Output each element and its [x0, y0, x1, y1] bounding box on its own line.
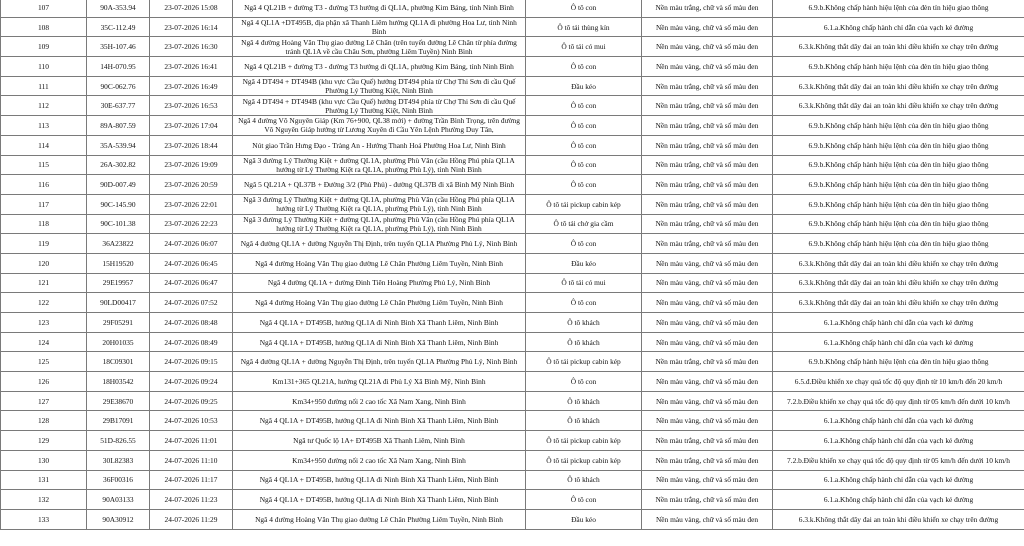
violation-time-cell: 23-07-2026 19:09: [150, 155, 233, 175]
plate-color-cell: Nền màu trắng, chữ và số màu đen: [642, 352, 773, 372]
violation-time-cell: 23-07-2026 22:01: [150, 194, 233, 214]
row-number-cell: 123: [1, 313, 87, 333]
license-plate-cell: 20H01035: [87, 332, 150, 352]
row-number-cell: 131: [1, 470, 87, 490]
vehicle-type-cell: Ô tô con: [526, 96, 642, 116]
violation-description-cell: 7.2.b.Điều khiển xe chạy quá tốc độ quy định từ 05 km/h đến dưới 10 km/h: [773, 391, 1024, 411]
violation-description-cell: 6.9.b.Không chấp hành hiệu lệnh của đèn tín hiệu giao thông: [773, 352, 1024, 372]
license-plate-cell: 51D-826.55: [87, 431, 150, 451]
table-row: [1, 352, 1024, 372]
table-row: [1, 135, 1024, 155]
row-number-cell: 107: [1, 0, 87, 17]
table-row: [1, 431, 1024, 451]
violation-description-cell: 6.3.k.Không thắt dây đai an toàn khi điều khiển xe chạy trên đường: [773, 96, 1024, 116]
row-number-cell: 127: [1, 391, 87, 411]
license-plate-cell: 18H03542: [87, 372, 150, 392]
vehicle-type-cell: Ô tô tải pickup cabin kép: [526, 450, 642, 470]
vehicle-type-cell: Đầu kéo: [526, 509, 642, 529]
table-row: [1, 17, 1024, 37]
violation-time-cell: 24-07-2026 11:10: [150, 450, 233, 470]
vehicle-type-cell: Ô tô con: [526, 175, 642, 195]
violation-location-cell: Km131+365 QL21A, hướng QL21A đi Phủ Lý Xã Bình Mỹ, Ninh Bình: [233, 372, 526, 392]
table-row: [1, 411, 1024, 431]
plate-color-cell: Nền màu vàng, chữ và số màu đen: [642, 37, 773, 57]
violation-location-cell: Ngã 4 đường QL1A + đường Nguyễn Thị Định, trên tuyến QL1A Phường Phủ Lý, Ninh Bình: [233, 234, 526, 254]
violation-description-cell: 6.3.k.Không thắt dây đai an toàn khi điều khiển xe chạy trên đường: [773, 76, 1024, 96]
violation-description-cell: 6.3.k.Không thắt dây đai an toàn khi điều khiển xe chạy trên đường: [773, 273, 1024, 293]
violation-description-cell: 6.5.đ.Điều khiển xe chạy quá tốc độ quy định từ 10 km/h đến 20 km/h: [773, 372, 1024, 392]
vehicle-type-cell: Ô tô tải pickup cabin kép: [526, 194, 642, 214]
plate-color-cell: Nền màu trắng, chữ và số màu đen: [642, 214, 773, 234]
license-plate-cell: 89A-807.59: [87, 116, 150, 136]
violation-description-cell: 6.9.b.Không chấp hành hiệu lệnh của đèn tín hiệu giao thông: [773, 234, 1024, 254]
vehicle-type-cell: Ô tô khách: [526, 391, 642, 411]
license-plate-cell: 90C-062.76: [87, 76, 150, 96]
violation-time-cell: 24-07-2026 11:23: [150, 490, 233, 510]
plate-color-cell: Nền màu trắng, chữ và số màu đen: [642, 194, 773, 214]
violation-time-cell: 23-07-2026 15:08: [150, 0, 233, 17]
row-number-cell: 117: [1, 194, 87, 214]
table-row: [1, 194, 1024, 214]
row-number-cell: 133: [1, 509, 87, 529]
violation-time-cell: 23-07-2026 16:53: [150, 96, 233, 116]
table-row: [1, 313, 1024, 333]
vehicle-type-cell: Đầu kéo: [526, 253, 642, 273]
violation-description-cell: 6.3.k.Không thắt dây đai an toàn khi điều khiển xe chạy trên đường: [773, 509, 1024, 529]
license-plate-cell: 18C09301: [87, 352, 150, 372]
violation-location-cell: Ngã 4 DT494 + DT494B (khu vực Cầu Quế) hướng DT494 phía từ Chợ Thi Sơn đi cầu Quế Phường Lý Thường Kiệt, Ninh Bình: [233, 96, 526, 116]
violations-table-body: [1, 0, 1024, 529]
violation-location-cell: Km34+950 đường nối 2 cao tốc Xã Nam Xang, Ninh Bình: [233, 450, 526, 470]
violation-time-cell: 24-07-2026 08:48: [150, 313, 233, 333]
license-plate-cell: 35A-539.94: [87, 135, 150, 155]
violation-location-cell: Ngã 4 QL1A + DT495B, hướng QL1A đi Ninh Bình Xã Thanh Liêm, Ninh Bình: [233, 313, 526, 333]
table-row: [1, 470, 1024, 490]
violation-description-cell: 6.3.k.Không thắt dây đai an toàn khi điều khiển xe chạy trên đường: [773, 293, 1024, 313]
row-number-cell: 124: [1, 332, 87, 352]
plate-color-cell: Nền màu vàng, chữ và số màu đen: [642, 411, 773, 431]
row-number-cell: 132: [1, 490, 87, 510]
violation-time-cell: 23-07-2026 16:30: [150, 37, 233, 57]
license-plate-cell: 90A30912: [87, 509, 150, 529]
violation-description-cell: 6.9.b.Không chấp hành hiệu lệnh của đèn tín hiệu giao thông: [773, 214, 1024, 234]
plate-color-cell: Nền màu trắng, chữ và số màu đen: [642, 116, 773, 136]
vehicle-type-cell: Ô tô con: [526, 0, 642, 17]
vehicle-type-cell: Ô tô tải chở gia cầm: [526, 214, 642, 234]
vehicle-type-cell: Ô tô con: [526, 490, 642, 510]
license-plate-cell: 90D-007.49: [87, 175, 150, 195]
table-row: [1, 293, 1024, 313]
violation-time-cell: 24-07-2026 09:24: [150, 372, 233, 392]
row-number-cell: 109: [1, 37, 87, 57]
license-plate-cell: 29E38670: [87, 391, 150, 411]
row-number-cell: 121: [1, 273, 87, 293]
license-plate-cell: 90A03133: [87, 490, 150, 510]
table-row: [1, 37, 1024, 57]
row-number-cell: 114: [1, 135, 87, 155]
violation-location-cell: Ngã 4 QL1A + DT495B, hướng QL1A đi Ninh Bình Xã Thanh Liêm, Ninh Bình: [233, 490, 526, 510]
table-row: [1, 116, 1024, 136]
plate-color-cell: Nền màu vàng, chữ và số màu đen: [642, 509, 773, 529]
violation-time-cell: 24-07-2026 09:25: [150, 391, 233, 411]
license-plate-cell: 35C-112.49: [87, 17, 150, 37]
plate-color-cell: Nền màu vàng, chữ và số màu đen: [642, 273, 773, 293]
violation-description-cell: 6.9.b.Không chấp hành hiệu lệnh của đèn tín hiệu giao thông: [773, 0, 1024, 17]
plate-color-cell: Nền màu vàng, chữ và số màu đen: [642, 17, 773, 37]
table-row: [1, 57, 1024, 77]
violation-description-cell: 6.3.k.Không thắt dây đai an toàn khi điều khiển xe chạy trên đường: [773, 253, 1024, 273]
violation-time-cell: 24-07-2026 11:29: [150, 509, 233, 529]
row-number-cell: 126: [1, 372, 87, 392]
plate-color-cell: Nền màu trắng, chữ và số màu đen: [642, 76, 773, 96]
violation-location-cell: Ngã 4 đường Hoàng Văn Thụ giao đường Lê Chân Phường Liêm Tuyền, Ninh Bình: [233, 293, 526, 313]
license-plate-cell: 90A-353.94: [87, 0, 150, 17]
violation-location-cell: Ngã 3 đường Lý Thường Kiệt + đường QL1A, phường Phù Vân (cầu Hồng Phú phía QL1A hướng từ Lý Thường Kiệt ra QL1A, phường Phù Lý), tỉnh Ninh Bình: [233, 194, 526, 214]
violation-description-cell: 6.9.b.Không chấp hành hiệu lệnh của đèn tín hiệu giao thông: [773, 135, 1024, 155]
row-number-cell: 115: [1, 155, 87, 175]
violation-location-cell: Ngã 4 đường Hoàng Văn Thụ giao đường Lê Chân (trên tuyến đường Lê Chân từ phía đường tránh QL1A về cầu Châu Sơn, phường Liêm Tuyền) Ninh Bình: [233, 37, 526, 57]
plate-color-cell: Nền màu trắng, chữ và số màu đen: [642, 431, 773, 451]
violation-location-cell: Ngã 4 đường QL1A + đường Đinh Tiên Hoàng Phường Phủ Lý, Ninh Bình: [233, 273, 526, 293]
table-row: [1, 332, 1024, 352]
violation-description-cell: 6.9.b.Không chấp hành hiệu lệnh của đèn tín hiệu giao thông: [773, 116, 1024, 136]
plate-color-cell: Nền màu trắng, chữ và số màu đen: [642, 175, 773, 195]
violation-description-cell: 6.9.b.Không chấp hành hiệu lệnh của đèn tín hiệu giao thông: [773, 175, 1024, 195]
license-plate-cell: 30L82383: [87, 450, 150, 470]
violation-location-cell: Ngã 4 đường QL1A + đường Nguyễn Thị Định, trên tuyến QL1A Phường Phủ Lý, Ninh Bình: [233, 352, 526, 372]
plate-color-cell: Nền màu vàng, chữ và số màu đen: [642, 391, 773, 411]
license-plate-cell: 35H-107.46: [87, 37, 150, 57]
table-row: [1, 273, 1024, 293]
vehicle-type-cell: Ô tô tải pickup cabin kép: [526, 352, 642, 372]
table-row: [1, 214, 1024, 234]
violation-time-cell: 24-07-2026 06:47: [150, 273, 233, 293]
plate-color-cell: Nền màu vàng, chữ và số màu đen: [642, 470, 773, 490]
vehicle-type-cell: Ô tô con: [526, 155, 642, 175]
violation-location-cell: Ngã 3 đường Lý Thường Kiệt + đường QL1A, phường Phù Vân (cầu Hồng Phú phía QL1A hướng từ Lý Thường Kiệt ra QL1A, phường Phù Lý), tỉnh Ninh Bình: [233, 155, 526, 175]
vehicle-type-cell: Đầu kéo: [526, 76, 642, 96]
violation-description-cell: 7.2.b.Điều khiển xe chạy quá tốc độ quy định từ 05 km/h đến dưới 10 km/h: [773, 450, 1024, 470]
violation-time-cell: 24-07-2026 06:07: [150, 234, 233, 254]
table-row: [1, 96, 1024, 116]
plate-color-cell: Nền màu trắng, chữ và số màu đen: [642, 234, 773, 254]
license-plate-cell: 15H19520: [87, 253, 150, 273]
row-number-cell: 130: [1, 450, 87, 470]
row-number-cell: 111: [1, 76, 87, 96]
vehicle-type-cell: Ô tô con: [526, 57, 642, 77]
license-plate-cell: 26A-302.82: [87, 155, 150, 175]
vehicle-type-cell: Ô tô con: [526, 135, 642, 155]
violation-time-cell: 23-07-2026 16:49: [150, 76, 233, 96]
violation-time-cell: 23-07-2026 20:59: [150, 175, 233, 195]
table-row: [1, 372, 1024, 392]
vehicle-type-cell: Ô tô con: [526, 372, 642, 392]
license-plate-cell: 90LD00417: [87, 293, 150, 313]
plate-color-cell: Nền màu vàng, chữ và số màu đen: [642, 372, 773, 392]
vehicle-type-cell: Ô tô con: [526, 234, 642, 254]
license-plate-cell: 36F00316: [87, 470, 150, 490]
violation-time-cell: 23-07-2026 18:44: [150, 135, 233, 155]
table-row: [1, 253, 1024, 273]
plate-color-cell: Nền màu trắng, chữ và số màu đen: [642, 450, 773, 470]
vehicle-type-cell: Ô tô con: [526, 293, 642, 313]
violation-location-cell: Ngã 5 QL21A + QL37B + Đường 3/2 (Phủ Phủ) - đường QL37B đi xã Bình Mỹ Ninh Bình: [233, 175, 526, 195]
violation-location-cell: Ngã 4 QL1A +DT495B, địa phận xã Thanh Liêm hướng QL1A đi phường Hoa Lư, tỉnh Ninh Bình: [233, 17, 526, 37]
violation-description-cell: 6.9.b.Không chấp hành hiệu lệnh của đèn tín hiệu giao thông: [773, 57, 1024, 77]
violation-time-cell: 24-07-2026 07:52: [150, 293, 233, 313]
table-row: [1, 155, 1024, 175]
plate-color-cell: Nền màu trắng, chữ và số màu đen: [642, 96, 773, 116]
violation-location-cell: Ngã 4 đường Hoàng Văn Thụ giao đường Lê Chân Phường Liêm Tuyền, Ninh Bình: [233, 509, 526, 529]
license-plate-cell: 90C-145.90: [87, 194, 150, 214]
row-number-cell: 125: [1, 352, 87, 372]
license-plate-cell: 29E19957: [87, 273, 150, 293]
row-number-cell: 116: [1, 175, 87, 195]
violation-description-cell: 6.9.b.Không chấp hành hiệu lệnh của đèn tín hiệu giao thông: [773, 194, 1024, 214]
row-number-cell: 129: [1, 431, 87, 451]
violation-description-cell: 6.9.b.Không chấp hành hiệu lệnh của đèn tín hiệu giao thông: [773, 155, 1024, 175]
violation-description-cell: 6.1.a.Không chấp hành chỉ dẫn của vạch kẻ đường: [773, 431, 1024, 451]
vehicle-type-cell: Ô tô khách: [526, 313, 642, 333]
violation-location-cell: Ngã 4 QL21B + đường T3 - đường T3 hướng đi QL1A, phường Kim Bảng, tỉnh Ninh Bình: [233, 0, 526, 17]
vehicle-type-cell: Ô tô khách: [526, 470, 642, 490]
row-number-cell: 120: [1, 253, 87, 273]
row-number-cell: 122: [1, 293, 87, 313]
plate-color-cell: Nền màu trắng, chữ và số màu đen: [642, 0, 773, 17]
license-plate-cell: 29B17091: [87, 411, 150, 431]
violation-location-cell: Ngã 4 QL1A + DT495B, hướng QL1A đi Ninh Bình Xã Thanh Liêm, Ninh Bình: [233, 332, 526, 352]
violation-location-cell: Ngã 4 QL1A + DT495B, hướng QL1A đi Ninh Bình Xã Thanh Liêm, Ninh Bình: [233, 470, 526, 490]
violation-location-cell: Ngã 4 QL21B + đường T3 - đường T3 hướng đi QL1A, phường Kim Bảng, tỉnh Ninh Bình: [233, 57, 526, 77]
table-row: [1, 234, 1024, 254]
table-row: [1, 175, 1024, 195]
vehicle-type-cell: Ô tô tải thùng kín: [526, 17, 642, 37]
plate-color-cell: Nền màu vàng, chữ và số màu đen: [642, 332, 773, 352]
violation-time-cell: 24-07-2026 11:01: [150, 431, 233, 451]
violation-description-cell: 6.1.a.Không chấp hành chỉ dẫn của vạch kẻ đường: [773, 332, 1024, 352]
plate-color-cell: Nền màu vàng, chữ và số màu đen: [642, 57, 773, 77]
violation-location-cell: Ngã tư Quốc lộ 1A+ ĐT495B Xã Thanh Liêm, Ninh Bình: [233, 431, 526, 451]
violation-description-cell: 6.1.a.Không chấp hành chỉ dẫn của vạch kẻ đường: [773, 17, 1024, 37]
vehicle-type-cell: Ô tô tải có mui: [526, 273, 642, 293]
license-plate-cell: 30E-637.77: [87, 96, 150, 116]
row-number-cell: 119: [1, 234, 87, 254]
row-number-cell: 108: [1, 17, 87, 37]
violation-location-cell: Nút giao Trần Hưng Đạo - Tràng An - Hướng Thanh Hoá Phường Hoa Lư, Ninh Bình: [233, 135, 526, 155]
table-row: [1, 509, 1024, 529]
violation-time-cell: 23-07-2026 16:14: [150, 17, 233, 37]
vehicle-type-cell: Ô tô khách: [526, 411, 642, 431]
table-row: [1, 490, 1024, 510]
violation-time-cell: 23-07-2026 16:41: [150, 57, 233, 77]
row-number-cell: 118: [1, 214, 87, 234]
license-plate-cell: 14H-070.95: [87, 57, 150, 77]
violation-location-cell: Ngã 3 đường Lý Thường Kiệt + đường QL1A, phường Phù Vân (cầu Hồng Phú phía QL1A hướng từ Lý Thường Kiệt ra QL1A, phường Phù Lý), tỉnh Ninh Bình: [233, 214, 526, 234]
table-row: [1, 0, 1024, 17]
vehicle-type-cell: Ô tô tải pickup cabin kép: [526, 431, 642, 451]
violation-time-cell: 24-07-2026 09:15: [150, 352, 233, 372]
license-plate-cell: 36A23822: [87, 234, 150, 254]
violation-time-cell: 24-07-2026 08:49: [150, 332, 233, 352]
plate-color-cell: Nền màu trắng, chữ và số màu đen: [642, 490, 773, 510]
violation-location-cell: Ngã 4 đường Võ Nguyên Giáp (Km 76+900, QL38 mới) + đường Trần Bình Trọng, trên đường Võ Nguyên Giáp hướng từ Lương Xuyên đi Cầu Yên Lệnh Phường Duy Tân,: [233, 116, 526, 136]
plate-color-cell: Nền màu trắng, chữ và số màu đen: [642, 135, 773, 155]
violation-time-cell: 23-07-2026 17:04: [150, 116, 233, 136]
violation-location-cell: Ngã 4 QL1A + DT495B, hướng QL1A đi Ninh Bình Xã Thanh Liêm, Ninh Bình: [233, 411, 526, 431]
violation-description-cell: 6.1.a.Không chấp hành chỉ dẫn của vạch kẻ đường: [773, 411, 1024, 431]
row-number-cell: 128: [1, 411, 87, 431]
violation-time-cell: 24-07-2026 10:53: [150, 411, 233, 431]
violation-time-cell: 23-07-2026 22:23: [150, 214, 233, 234]
row-number-cell: 113: [1, 116, 87, 136]
table-row: [1, 76, 1024, 96]
row-number-cell: 110: [1, 57, 87, 77]
violation-description-cell: 6.1.a.Không chấp hành chỉ dẫn của vạch kẻ đường: [773, 490, 1024, 510]
vehicle-type-cell: Ô tô tải có mui: [526, 37, 642, 57]
violation-location-cell: Km34+950 đường nối 2 cao tốc Xã Nam Xang, Ninh Bình: [233, 391, 526, 411]
table-row: [1, 450, 1024, 470]
violation-description-cell: 6.1.a.Không chấp hành chỉ dẫn của vạch kẻ đường: [773, 470, 1024, 490]
plate-color-cell: Nền màu vàng, chữ và số màu đen: [642, 253, 773, 273]
vehicle-type-cell: Ô tô con: [526, 116, 642, 136]
plate-color-cell: Nền màu trắng, chữ và số màu đen: [642, 155, 773, 175]
violation-time-cell: 24-07-2026 11:17: [150, 470, 233, 490]
license-plate-cell: 90C-101.38: [87, 214, 150, 234]
vehicle-type-cell: Ô tô khách: [526, 332, 642, 352]
violation-description-cell: 6.1.a.Không chấp hành chỉ dẫn của vạch kẻ đường: [773, 313, 1024, 333]
table-row: [1, 391, 1024, 411]
plate-color-cell: Nền màu vàng, chữ và số màu đen: [642, 313, 773, 333]
violation-time-cell: 24-07-2026 06:45: [150, 253, 233, 273]
violation-location-cell: Ngã 4 đường Hoàng Văn Thụ giao đường Lê Chân Phường Liêm Tuyền, Ninh Bình: [233, 253, 526, 273]
violation-location-cell: Ngã 4 DT494 + DT494B (khu vực Cầu Quế) hướng DT494 phía từ Chợ Thi Sơn đi cầu Quế Phường Lý Thường Kiệt, Ninh Bình: [233, 76, 526, 96]
violation-description-cell: 6.3.k.Không thắt dây đai an toàn khi điều khiển xe chạy trên đường: [773, 37, 1024, 57]
license-plate-cell: 29F05291: [87, 313, 150, 333]
plate-color-cell: Nền màu vàng, chữ và số màu đen: [642, 293, 773, 313]
row-number-cell: 112: [1, 96, 87, 116]
